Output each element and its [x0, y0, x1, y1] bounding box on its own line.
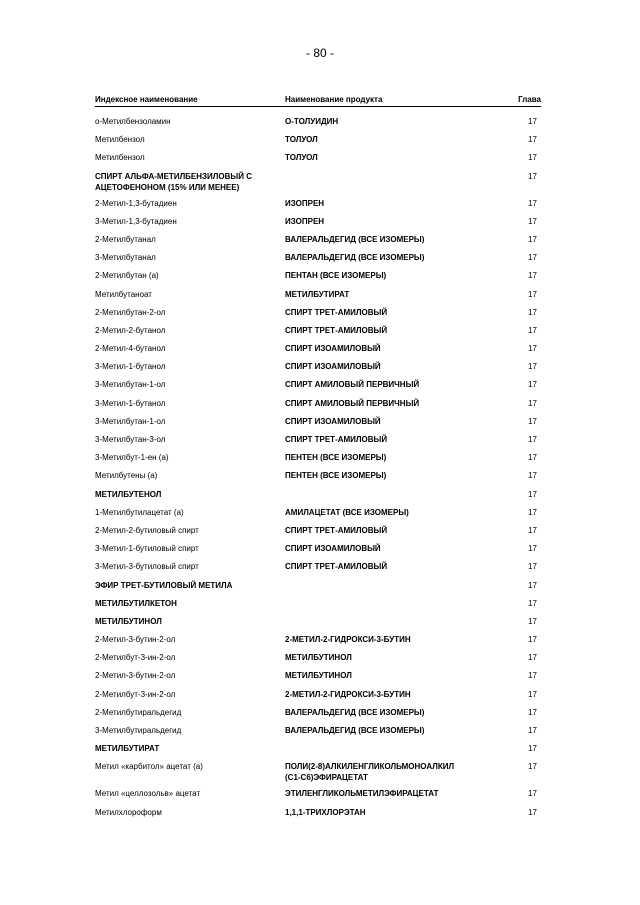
table-row [95, 196, 541, 214]
index-name-cell [95, 414, 285, 427]
product-name-text: МЕТИЛБУТИНОЛ [285, 671, 352, 681]
index-name-text: 2-Метилбутан (а) [95, 271, 159, 281]
table-row [95, 759, 541, 786]
chapter-cell: 17 [528, 307, 537, 317]
product-name-cell [285, 523, 505, 536]
page-number: - 80 - [305, 46, 334, 60]
chapter-cell: 17 [528, 580, 537, 590]
chapter-cell: 17 [528, 726, 537, 735]
index-name-text: 2-Метилбутан-2-ол [95, 307, 166, 317]
index-name-cell [95, 487, 505, 500]
index-name-text: 3-Метилбутан-1-ол [95, 380, 166, 390]
index-name-cell [95, 377, 285, 390]
index-name-cell [95, 114, 285, 127]
table-row [95, 323, 541, 341]
index-name-cell [95, 596, 505, 609]
index-name-text: 3-Метил-1-бутанол [95, 398, 166, 408]
index-name-text: 2-Метилбутанал [95, 234, 156, 244]
product-name-cell [285, 705, 505, 718]
product-name-text: 1,1,1-ТРИХЛОРЭТАН [285, 807, 366, 817]
product-name-cell [285, 341, 505, 354]
product-name-cell [285, 505, 505, 518]
table-row [95, 614, 541, 632]
index-name-cell [95, 232, 285, 245]
index-name-cell [95, 759, 285, 772]
product-name-text: ИЗОПРЕН [285, 198, 325, 208]
table-row [95, 250, 541, 268]
product-name-text: СПИРТ ТРЕТ-АМИЛОВЫЙ [285, 435, 388, 444]
chapter-cell: 17 [528, 616, 537, 626]
product-name-cell [285, 196, 505, 209]
chapter-cell: 17 [528, 416, 537, 426]
chapter-cell: 17 [528, 153, 537, 163]
product-name-text: СПИРТ ИЗОАМИЛОВЫЙ [285, 544, 381, 554]
index-name-text: 3-Метилбут-1-ен (а) [95, 453, 169, 463]
index-name-cell [95, 523, 285, 536]
index-name-cell [95, 432, 285, 445]
product-name-text: О-ТОЛУИДИН [285, 117, 339, 126]
product-name-text: СПИРТ ТРЕТ-АМИЛОВЫЙ [285, 562, 388, 572]
product-name-cell [285, 396, 505, 409]
index-name-cell [95, 214, 285, 227]
product-name-cell [285, 287, 505, 300]
header-product-name: Наименование продукта [285, 95, 383, 104]
index-name-text: МЕТИЛБУТЕНОЛ [95, 489, 162, 499]
product-name-text: ПЕНТАН (ВСЕ ИЗОМЕРЫ) [285, 271, 387, 281]
index-name-text: 2-Метил-3-бутин-2-ол [95, 635, 176, 645]
index-name-text: 2-Метил-2-бутанол [95, 325, 166, 335]
index-name-cell [95, 196, 285, 209]
chapter-cell: 17 [528, 398, 537, 408]
product-name-text: СПИРТ ТРЕТ-АМИЛОВЫЙ [285, 325, 388, 335]
index-name-cell [95, 786, 285, 799]
chapter-cell: 17 [528, 171, 537, 181]
index-name-cell [95, 723, 285, 736]
chapter-cell: 17 [528, 117, 537, 126]
table-row [95, 650, 541, 668]
chapter-cell: 17 [528, 744, 537, 754]
index-name-text: 3-Метилбутиральдегид [95, 726, 182, 735]
index-name-text: МЕТИЛБУТИЛКЕТОН [95, 598, 177, 608]
table-row [95, 150, 541, 168]
index-name-text: 2-Метил-2-бутиловый спирт [95, 525, 199, 535]
index-name-text: 2-Метилбутиральдегид [95, 707, 182, 717]
product-name-cell [285, 359, 505, 372]
table-row [95, 668, 541, 686]
chapter-cell: 17 [528, 525, 537, 535]
table-row [95, 359, 541, 377]
chapter-cell: 17 [528, 689, 537, 699]
product-name-cell [285, 268, 505, 281]
table-row [95, 432, 541, 450]
table-row [95, 632, 541, 650]
table-row [95, 541, 541, 559]
header-chapter: Глава [518, 95, 541, 104]
product-name-text: ПЕНТЕН (ВСЕ ИЗОМЕРЫ) [285, 453, 387, 463]
table-row [95, 596, 541, 614]
index-name-text: 2-Метилбут-3-ин-2-ол [95, 689, 176, 699]
index-name-text: 3-Метил-1-бутанол [95, 362, 166, 372]
index-name-cell [95, 614, 505, 627]
index-name-cell [95, 668, 285, 681]
index-name-cell [95, 805, 285, 818]
index-name-cell [95, 268, 285, 281]
table-row [95, 741, 541, 759]
index-name-text: 2-Метил-1,3-бутадиен [95, 198, 177, 208]
index-name-text: Метил «целлозольв» ацетат [95, 789, 201, 799]
index-name-text: МЕТИЛБУТИНОЛ [95, 616, 162, 626]
product-name-text: СПИРТ ТРЕТ-АМИЛОВЫЙ [285, 307, 388, 317]
index-name-text: Метил «карбитол» ацетат (а) [95, 762, 203, 772]
index-name-text: 3-Метилбутан-3-ол [95, 435, 166, 444]
index-name-cell [95, 705, 285, 718]
chapter-cell: 17 [528, 234, 537, 244]
product-name-text: ЭТИЛЕНГЛИКОЛЬМЕТИЛЭФИРАЦЕТАТ [285, 789, 439, 799]
chapter-cell: 17 [528, 807, 537, 817]
chapter-cell: 17 [528, 289, 537, 299]
table-row [95, 305, 541, 323]
product-name-cell [285, 323, 505, 336]
product-name-text: 2-МЕТИЛ-2-ГИДРОКСИ-3-БУТИН [285, 689, 411, 699]
table-row [95, 450, 541, 468]
product-name-text: ИЗОПРЕН [285, 216, 325, 226]
header-index-name: Индексное наименование [95, 95, 198, 104]
index-name-text: Метилхлороформ [95, 807, 162, 817]
product-name-cell [285, 414, 505, 427]
index-name-cell [95, 169, 505, 193]
product-name-cell [285, 723, 505, 736]
index-name-cell [95, 741, 505, 754]
table-row [95, 487, 541, 505]
chapter-cell: 17 [528, 544, 537, 554]
product-name-cell [285, 541, 505, 554]
product-name-text: ТОЛУОЛ [285, 153, 318, 163]
chapter-cell: 17 [528, 362, 537, 372]
product-name-cell [285, 687, 505, 700]
index-name-text: 3-Метил-3-бутиловый спирт [95, 562, 199, 572]
index-name-cell [95, 396, 285, 409]
product-name-cell [285, 150, 505, 163]
chapter-cell: 17 [528, 653, 537, 663]
index-name-cell [95, 632, 285, 645]
product-name-cell [285, 305, 505, 318]
product-name-cell [285, 468, 505, 481]
index-name-cell [95, 450, 285, 463]
table-row [95, 723, 541, 741]
table-row [95, 132, 541, 150]
table-row [95, 578, 541, 596]
chapter-cell: 17 [528, 380, 537, 390]
index-name-cell [95, 305, 285, 318]
product-name-text: МЕТИЛБУТИРАТ [285, 289, 350, 299]
table-body [95, 107, 541, 823]
index-name-cell [95, 578, 505, 591]
index-name-text: 2-Метилбут-3-ин-2-ол [95, 653, 176, 663]
product-name-text: СПИРТ ИЗОАМИЛОВЫЙ [285, 362, 381, 372]
index-name-cell [95, 505, 285, 518]
index-name-text: Метилбензол [95, 135, 145, 145]
table-row [95, 214, 541, 232]
index-name-text: 1-Метилбутилацетат (а) [95, 507, 184, 517]
product-name-cell [285, 805, 505, 818]
product-name-cell [285, 759, 505, 783]
product-name-text-line2: (С1-С6)ЭФИРАЦЕТАТ [285, 773, 368, 783]
product-name-cell [285, 559, 505, 572]
product-name-cell [285, 114, 505, 127]
chapter-cell: 17 [528, 789, 537, 799]
product-name-cell [285, 132, 505, 145]
table-row [95, 114, 541, 132]
product-name-text: ТОЛУОЛ [285, 135, 318, 145]
table-row [95, 705, 541, 723]
product-name-text: МЕТИЛБУТИНОЛ [285, 653, 352, 663]
chapter-cell: 17 [528, 135, 537, 145]
chapter-cell: 17 [528, 507, 537, 517]
table-row [95, 377, 541, 395]
index-name-text: Метилбутаноат [95, 289, 152, 299]
chapter-cell: 17 [528, 598, 537, 608]
product-name-text: СПИРТ АМИЛОВЫЙ ПЕРВИЧНЫЙ [285, 398, 420, 408]
table-row [95, 687, 541, 705]
index-name-cell [95, 132, 285, 145]
chapter-cell: 17 [528, 253, 537, 263]
chapter-cell: 17 [528, 635, 537, 645]
chapter-cell: 17 [528, 344, 537, 354]
index-name-text: 2-Метил-4-бутанол [95, 344, 166, 354]
chapter-cell: 17 [528, 435, 537, 444]
index-name-cell [95, 341, 285, 354]
chapter-cell: 17 [528, 707, 537, 717]
product-name-text: СПИРТ ИЗОАМИЛОВЫЙ [285, 344, 381, 354]
product-name-text: ПЕНТЕН (ВСЕ ИЗОМЕРЫ) [285, 471, 387, 481]
index-name-cell [95, 287, 285, 300]
index-name-text: 2-Метил-3-бутин-2-ол [95, 671, 176, 681]
product-name-cell [285, 377, 505, 390]
index-name-text: Метилбензол [95, 153, 145, 163]
product-name-cell [285, 668, 505, 681]
index-name-cell [95, 687, 285, 700]
product-name-cell [285, 250, 505, 263]
index-name-text-line2: АЦЕТОФЕНОНОМ (15% ИЛИ МЕНЕЕ) [95, 182, 240, 192]
table-row [95, 559, 541, 577]
index-name-cell [95, 559, 285, 572]
index-name-text: МЕТИЛБУТИРАТ [95, 744, 160, 754]
chapter-cell: 17 [528, 325, 537, 335]
table-row [95, 232, 541, 250]
chapter-cell: 17 [528, 453, 537, 463]
table-row [95, 169, 541, 196]
chapter-cell: 17 [528, 216, 537, 226]
chapter-cell: 17 [528, 671, 537, 681]
chapter-cell: 17 [528, 271, 537, 281]
product-name-text: ПОЛИ(2-8)АЛКИЛЕНГЛИКОЛЬМОНОАЛКИЛ [285, 762, 455, 772]
chapter-cell: 17 [528, 489, 537, 499]
table-header [95, 93, 541, 107]
product-name-text: ВАЛЕРАЛЬДЕГИД (ВСЕ ИЗОМЕРЫ) [285, 707, 425, 717]
index-name-text: СПИРТ АЛЬФА-МЕТИЛБЕНЗИЛОВЫЙ С [95, 171, 252, 181]
index-name-cell [95, 150, 285, 163]
product-name-text: АМИЛАЦЕТАТ (ВСЕ ИЗОМЕРЫ) [285, 507, 409, 517]
product-name-text: 2-МЕТИЛ-2-ГИДРОКСИ-3-БУТИН [285, 635, 411, 645]
product-table [95, 93, 541, 823]
product-name-cell [285, 450, 505, 463]
product-name-cell [285, 232, 505, 245]
table-row [95, 805, 541, 823]
chapter-cell: 17 [528, 471, 537, 481]
index-name-text: 3-Метилбутан-1-ол [95, 416, 166, 426]
product-name-cell [285, 786, 505, 799]
table-row [95, 341, 541, 359]
table-row [95, 414, 541, 432]
product-name-text: СПИРТ ТРЕТ-АМИЛОВЫЙ [285, 525, 388, 535]
index-name-text: 3-Метил-1,3-бутадиен [95, 216, 177, 226]
product-name-text: ВАЛЕРАЛЬДЕГИД (ВСЕ ИЗОМЕРЫ) [285, 253, 425, 263]
table-row [95, 468, 541, 486]
chapter-cell: 17 [528, 762, 537, 772]
index-name-text: 3-Метил-1-бутиловый спирт [95, 544, 199, 554]
product-name-cell [285, 432, 505, 445]
chapter-cell: 17 [528, 198, 537, 208]
index-name-cell [95, 650, 285, 663]
chapter-cell: 17 [528, 562, 537, 572]
index-name-cell [95, 250, 285, 263]
product-name-text: СПИРТ АМИЛОВЫЙ ПЕРВИЧНЫЙ [285, 380, 420, 390]
table-row [95, 523, 541, 541]
table-row [95, 287, 541, 305]
index-name-text: о-Метилбензоламин [95, 117, 171, 126]
index-name-text: 3-Метилбутанал [95, 253, 156, 263]
table-row [95, 268, 541, 286]
product-name-text: СПИРТ ИЗОАМИЛОВЫЙ [285, 416, 381, 426]
index-name-cell [95, 541, 285, 554]
product-name-cell [285, 214, 505, 227]
index-name-text: ЭФИР ТРЕТ-БУТИЛОВЫЙ МЕТИЛА [95, 580, 233, 590]
product-name-text: ВАЛЕРАЛЬДЕГИД (ВСЕ ИЗОМЕРЫ) [285, 234, 425, 244]
table-row [95, 396, 541, 414]
index-name-cell [95, 468, 285, 481]
product-name-text: ВАЛЕРАЛЬДЕГИД (ВСЕ ИЗОМЕРЫ) [285, 726, 425, 735]
table-row [95, 786, 541, 804]
index-name-cell [95, 323, 285, 336]
index-name-cell [95, 359, 285, 372]
product-name-cell [285, 632, 505, 645]
index-name-text: Метилбутены (а) [95, 471, 158, 481]
product-name-cell [285, 650, 505, 663]
table-row [95, 505, 541, 523]
